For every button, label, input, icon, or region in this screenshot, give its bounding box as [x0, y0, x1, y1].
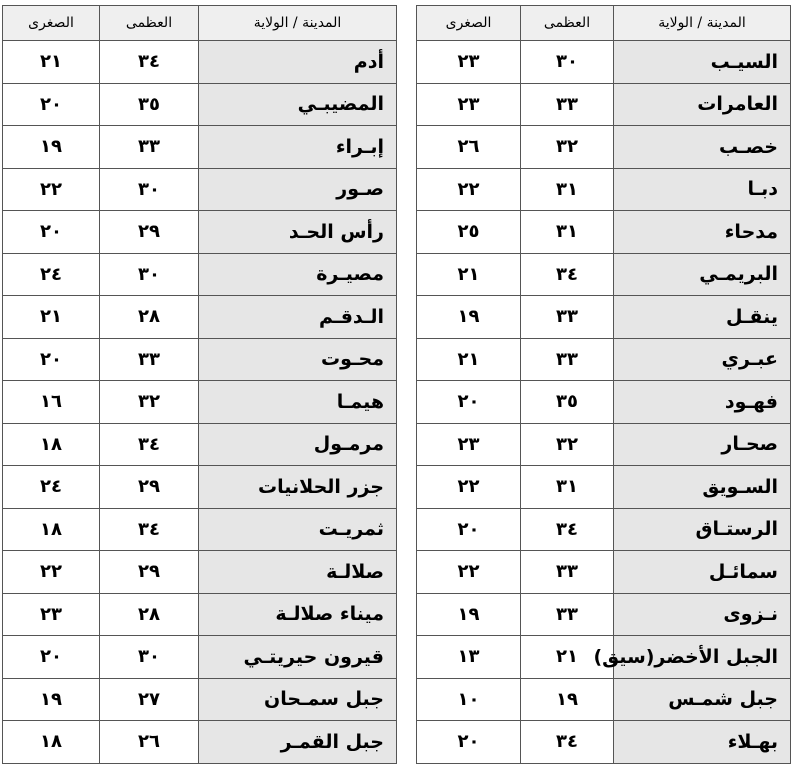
- min-temp-cell: ٢٣: [417, 423, 521, 466]
- min-temp-cell: ١٨: [3, 423, 100, 466]
- table-row: [417, 126, 791, 169]
- table-row: [417, 593, 791, 636]
- max-temp-cell: ٣١: [521, 466, 614, 509]
- city-cell: مدحاء: [614, 211, 791, 254]
- min-temp-cell: ٢١: [3, 41, 100, 84]
- city-cell: دبـا: [614, 168, 791, 211]
- city-cell: السـويق: [614, 466, 791, 509]
- min-temp-cell: ٢٠: [3, 83, 100, 126]
- table-body-left: [3, 41, 397, 764]
- table-row: [417, 678, 791, 721]
- city-cell: مرمـول: [199, 423, 397, 466]
- max-temp-cell: ٢٩: [100, 551, 199, 594]
- min-temp-cell: ٢٠: [417, 381, 521, 424]
- header-max: العظمى: [521, 6, 614, 41]
- min-temp-cell: ١٨: [3, 508, 100, 551]
- min-temp-cell: ٢٢: [417, 168, 521, 211]
- min-temp-cell: ٢٣: [417, 41, 521, 84]
- city-cell: جزر الحلانيات: [199, 466, 397, 509]
- max-temp-cell: ٢٦: [100, 721, 199, 764]
- min-temp-cell: ٢٠: [417, 721, 521, 764]
- header-row: [417, 6, 791, 41]
- min-temp-cell: ٢٠: [3, 211, 100, 254]
- max-temp-cell: ٣٣: [100, 126, 199, 169]
- max-temp-cell: ٣٣: [521, 593, 614, 636]
- temperature-table-right: [416, 5, 791, 764]
- table-row: [3, 423, 397, 466]
- city-cell: خصـب: [614, 126, 791, 169]
- max-temp-cell: ٢٨: [100, 296, 199, 339]
- min-temp-cell: ٢٢: [417, 466, 521, 509]
- min-temp-cell: ٢٢: [3, 551, 100, 594]
- min-temp-cell: ٢٢: [417, 551, 521, 594]
- city-cell: سمائـل: [614, 551, 791, 594]
- table-row: [417, 423, 791, 466]
- header-min: الصغرى: [417, 6, 521, 41]
- min-temp-cell: ١٣: [417, 636, 521, 679]
- max-temp-cell: ٣٣: [521, 83, 614, 126]
- city-cell: ينقـل: [614, 296, 791, 339]
- city-cell: قيرون حيريتـي: [199, 636, 397, 679]
- min-temp-cell: ١٠: [417, 678, 521, 721]
- city-cell: مصيـرة: [199, 253, 397, 296]
- table-row: [417, 253, 791, 296]
- max-temp-cell: ٣٠: [521, 41, 614, 84]
- header-min: الصغرى: [3, 6, 100, 41]
- table-row: [417, 83, 791, 126]
- max-temp-cell: ٣٣: [100, 338, 199, 381]
- max-temp-cell: ٢٩: [100, 466, 199, 509]
- min-temp-cell: ١٨: [3, 721, 100, 764]
- min-temp-cell: ٢١: [417, 253, 521, 296]
- header-city: المدينة / الولاية: [614, 6, 791, 41]
- table-row: [3, 636, 397, 679]
- table-row: [3, 338, 397, 381]
- table-row: [3, 678, 397, 721]
- max-temp-cell: ٣٠: [100, 636, 199, 679]
- city-cell: صـور: [199, 168, 397, 211]
- max-temp-cell: ٢٨: [100, 593, 199, 636]
- city-cell: ميناء صلالـة: [199, 593, 397, 636]
- min-temp-cell: ٢٣: [417, 83, 521, 126]
- table-row: [3, 466, 397, 509]
- city-cell: السيـب: [614, 41, 791, 84]
- min-temp-cell: ٢١: [3, 296, 100, 339]
- min-temp-cell: ١٩: [3, 678, 100, 721]
- max-temp-cell: ٢٧: [100, 678, 199, 721]
- table-row: [417, 41, 791, 84]
- max-temp-cell: ٣٣: [521, 551, 614, 594]
- table-row: [3, 41, 397, 84]
- max-temp-cell: ٣٠: [100, 253, 199, 296]
- max-temp-cell: ٣٤: [521, 721, 614, 764]
- city-cell: هيمـا: [199, 381, 397, 424]
- max-temp-cell: ٣٢: [521, 126, 614, 169]
- min-temp-cell: ١٩: [417, 593, 521, 636]
- min-temp-cell: ٢٤: [3, 466, 100, 509]
- table-row: [3, 253, 397, 296]
- max-temp-cell: ٣١: [521, 211, 614, 254]
- table-row: [417, 466, 791, 509]
- city-cell: عبـري: [614, 338, 791, 381]
- min-temp-cell: ٢٤: [3, 253, 100, 296]
- city-cell: ثمريـت: [199, 508, 397, 551]
- max-temp-cell: ٣٤: [100, 423, 199, 466]
- city-cell: الرستـاق: [614, 508, 791, 551]
- city-cell: نـزوى: [614, 593, 791, 636]
- min-temp-cell: ٢٥: [417, 211, 521, 254]
- min-temp-cell: ١٩: [3, 126, 100, 169]
- max-temp-cell: ٢٩: [100, 211, 199, 254]
- city-cell: الجبل الأخضر(سيق): [614, 636, 791, 679]
- max-temp-cell: ٣٠: [100, 168, 199, 211]
- min-temp-cell: ٢٢: [3, 168, 100, 211]
- city-cell: جبل سمـحان: [199, 678, 397, 721]
- min-temp-cell: ٢٦: [417, 126, 521, 169]
- table-row: [3, 508, 397, 551]
- table-row: [3, 551, 397, 594]
- table-row: [417, 338, 791, 381]
- max-temp-cell: ٣٣: [521, 338, 614, 381]
- max-temp-cell: ٣٤: [521, 253, 614, 296]
- city-cell: صحـار: [614, 423, 791, 466]
- city-cell: رأس الحـد: [199, 211, 397, 254]
- city-cell: جبل القمـر: [199, 721, 397, 764]
- table-row: [3, 126, 397, 169]
- min-temp-cell: ٢٠: [3, 636, 100, 679]
- city-cell: محـوت: [199, 338, 397, 381]
- max-temp-cell: ٣٢: [100, 381, 199, 424]
- city-cell: فهـود: [614, 381, 791, 424]
- city-cell: صلالـة: [199, 551, 397, 594]
- temperature-table-left: [2, 5, 397, 764]
- table-row: [417, 636, 791, 679]
- table-body-right: [417, 41, 791, 764]
- table-row: [3, 83, 397, 126]
- max-temp-cell: ١٩: [521, 678, 614, 721]
- header-max: العظمى: [100, 6, 199, 41]
- table-row: [417, 508, 791, 551]
- table-row: [3, 593, 397, 636]
- max-temp-cell: ٣٤: [521, 508, 614, 551]
- max-temp-cell: ٣١: [521, 168, 614, 211]
- max-temp-cell: ٣٣: [521, 296, 614, 339]
- header-city: المدينة / الولاية: [199, 6, 397, 41]
- city-cell: البريمـي: [614, 253, 791, 296]
- city-cell: المضيبـي: [199, 83, 397, 126]
- max-temp-cell: ٣٤: [100, 508, 199, 551]
- min-temp-cell: ٢٠: [417, 508, 521, 551]
- min-temp-cell: ٢٣: [3, 593, 100, 636]
- min-temp-cell: ١٩: [417, 296, 521, 339]
- table-row: [3, 296, 397, 339]
- city-cell: الـدقـم: [199, 296, 397, 339]
- table-row: [417, 296, 791, 339]
- max-temp-cell: ٣٤: [100, 41, 199, 84]
- header-row: [3, 6, 397, 41]
- city-cell: جبل شمـس: [614, 678, 791, 721]
- table-row: [417, 551, 791, 594]
- city-cell: بهـلاء: [614, 721, 791, 764]
- table-row: [417, 381, 791, 424]
- table-row: [417, 211, 791, 254]
- table-row: [417, 168, 791, 211]
- city-cell: إبـراء: [199, 126, 397, 169]
- min-temp-cell: ٢٠: [3, 338, 100, 381]
- max-temp-cell: ٣٥: [100, 83, 199, 126]
- table-row: [3, 721, 397, 764]
- max-temp-cell: ٣٥: [521, 381, 614, 424]
- min-temp-cell: ١٦: [3, 381, 100, 424]
- table-row: [417, 721, 791, 764]
- city-cell: أدم: [199, 41, 397, 84]
- city-cell: العامرات: [614, 83, 791, 126]
- min-temp-cell: ٢١: [417, 338, 521, 381]
- table-row: [3, 211, 397, 254]
- max-temp-cell: ٣٢: [521, 423, 614, 466]
- table-row: [3, 168, 397, 211]
- max-temp-cell: ٢١: [521, 636, 614, 679]
- table-row: [3, 381, 397, 424]
